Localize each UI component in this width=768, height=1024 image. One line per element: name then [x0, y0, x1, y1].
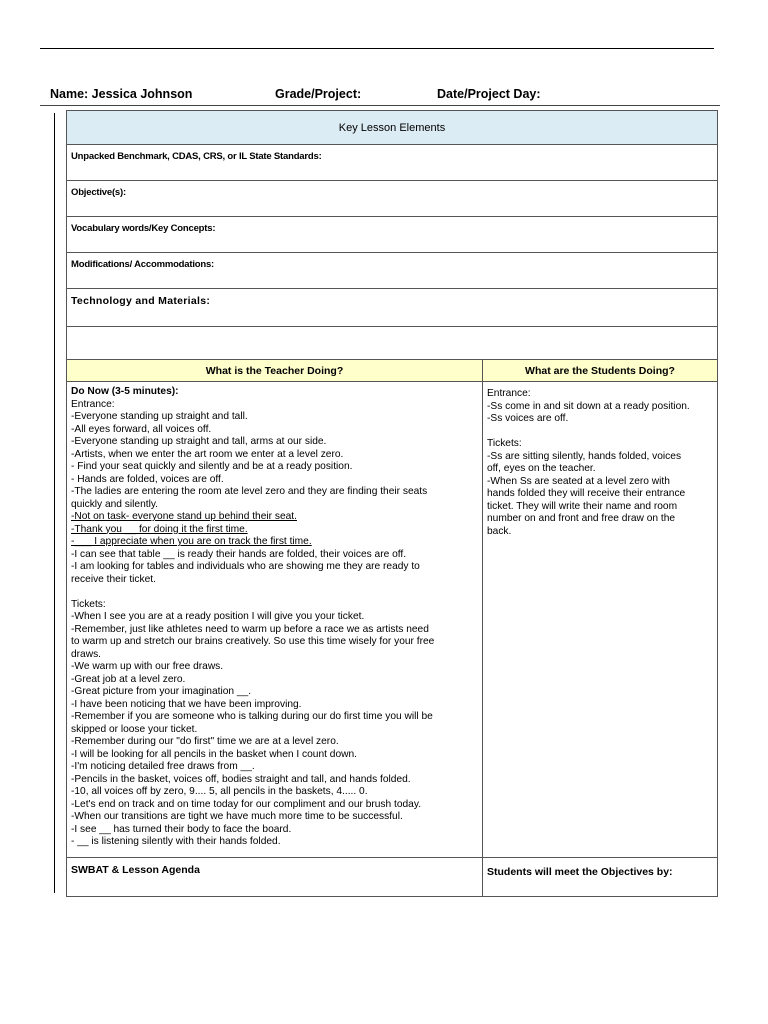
teacher-line: Tickets: [71, 598, 106, 610]
teacher-line: -The ladies are entering the room ate level zero and they are finding their seats [71, 486, 428, 497]
teacher-line: -I see __ has turned their body to face the board. [71, 823, 292, 835]
date-project-day-label: Date/Project Day: [437, 87, 541, 101]
teacher-line: -___ I appreciate when you are on track the first time. [71, 536, 312, 547]
teacher-line: -Remember, just like athletes need to warm up before a race we as artists need [71, 623, 429, 635]
teacher-line: -Everyone standing up straight and tall, arms at our side. [71, 436, 327, 447]
vocabulary-field: Vocabulary words/Key Concepts: [67, 217, 717, 253]
header-rule [40, 105, 720, 106]
student-line: -Ss are sitting silently, hands folded, voices [487, 450, 682, 462]
teacher-line: -Pencils in the basket, voices off, bodies straight and tall, and hands folded. [71, 773, 411, 785]
agenda-row [67, 858, 717, 896]
teacher-line: -Remember during our "do first" time we are at a level zero. [71, 736, 339, 747]
student-name: Name: Jessica Johnson [50, 87, 193, 101]
teacher-line: - __ is listening silently with their hands folded. [71, 836, 281, 847]
teacher-line: - Hands are folded, voices are off. [71, 473, 224, 485]
student-column-header: What are the Students Doing? [525, 364, 675, 377]
teacher-line: -When our transitions are tight we have much more time to be successful. [71, 811, 403, 822]
activity-header-row [67, 360, 717, 382]
teacher-line: -Thank you __ for doing it the first time. [71, 523, 248, 535]
standards-field: Unpacked Benchmark, CDAS, CRS, or IL State Standards: [67, 145, 717, 181]
technology-field: Technology and Materials: [67, 289, 717, 327]
lesson-plan-table [66, 110, 718, 897]
teacher-line: draws. [71, 648, 102, 660]
teacher-line: Entrance: [71, 398, 115, 410]
student-line: -When Ss are seated at a level zero with [487, 475, 670, 487]
students-meet-objectives-cell: Students will meet the Objectives by: [487, 866, 673, 878]
teacher-line: -I am looking for tables and individuals who are showing me they are ready to [71, 561, 420, 572]
teacher-line: -Everyone standing up straight and tall. [71, 411, 248, 422]
teacher-line: -All eyes forward, all voices off. [71, 423, 212, 435]
swbat-agenda-cell: SWBAT & Lesson Agenda [67, 858, 483, 896]
teacher-line: to warm up and stretch our brains creatively. So use this time wisely for your free [71, 636, 435, 647]
teacher-line: -Not on task- everyone stand up behind their seat. [71, 511, 297, 522]
teacher-line: receive their ticket. [71, 573, 156, 585]
table-title: Key Lesson Elements [67, 111, 717, 145]
teacher-line: -Great job at a level zero. [71, 673, 186, 685]
teacher-line: -I'm noticing detailed free draws from __. [71, 761, 255, 772]
teacher-line: -I can see that table __ is ready their hands are folded, their voices are off. [71, 548, 407, 560]
spacer [71, 586, 478, 599]
teacher-column-header: What is the Teacher Doing? [67, 360, 483, 381]
do-now-row [67, 382, 717, 858]
teacher-line: -Remember if you are someone who is talking during our do first time you will be [71, 711, 433, 722]
teacher-line: -Let's end on track and on time today for our compliment and our brush today. [71, 798, 422, 810]
student-line: back. [487, 525, 512, 537]
student-activity-cell [483, 382, 717, 857]
teacher-line: -Great picture from your imagination __. [71, 686, 252, 697]
blank-row [67, 327, 717, 360]
margin-rule [54, 113, 55, 893]
spacer [487, 426, 713, 439]
student-line: Entrance: [487, 388, 531, 399]
modifications-field: Modifications/ Accommodations: [67, 253, 717, 289]
teacher-line: skipped or loose your ticket. [71, 723, 198, 735]
top-rule [40, 48, 714, 49]
teacher-line: quickly and silently. [71, 498, 159, 510]
student-line: Tickets: [487, 438, 522, 449]
grade-project-label: Grade/Project: [275, 87, 362, 101]
teacher-line: Do Now (3-5 minutes): [71, 386, 179, 397]
teacher-activity-cell [67, 382, 483, 857]
student-line: hands folded they will receive their entrance [487, 488, 686, 499]
student-line: -Ss voices are off. [487, 413, 569, 424]
student-line: off, eyes on the teacher. [487, 463, 596, 474]
teacher-line: -We warm up with our free draws. [71, 661, 224, 672]
teacher-line: -10, all voices off by zero, 9.... 5, all pencils in the baskets, 4..... 0. [71, 786, 368, 797]
teacher-line: -I will be looking for all pencils in the basket when I count down. [71, 748, 357, 760]
teacher-line: -Artists, when we enter the art room we enter at a level zero. [71, 448, 344, 460]
teacher-line: -When I see you are at a ready position I will give you your ticket. [71, 611, 365, 622]
student-line: -Ss come in and sit down at a ready position. [487, 400, 690, 412]
teacher-line: -I have been noticing that we have been improving. [71, 698, 302, 710]
objectives-field: Objective(s): [67, 181, 717, 217]
student-line: ticket. They will write their name and room [487, 500, 678, 512]
student-line: number on and front and free draw on the [487, 513, 676, 524]
teacher-line: - Find your seat quickly and silently and be at a ready position. [71, 461, 353, 472]
